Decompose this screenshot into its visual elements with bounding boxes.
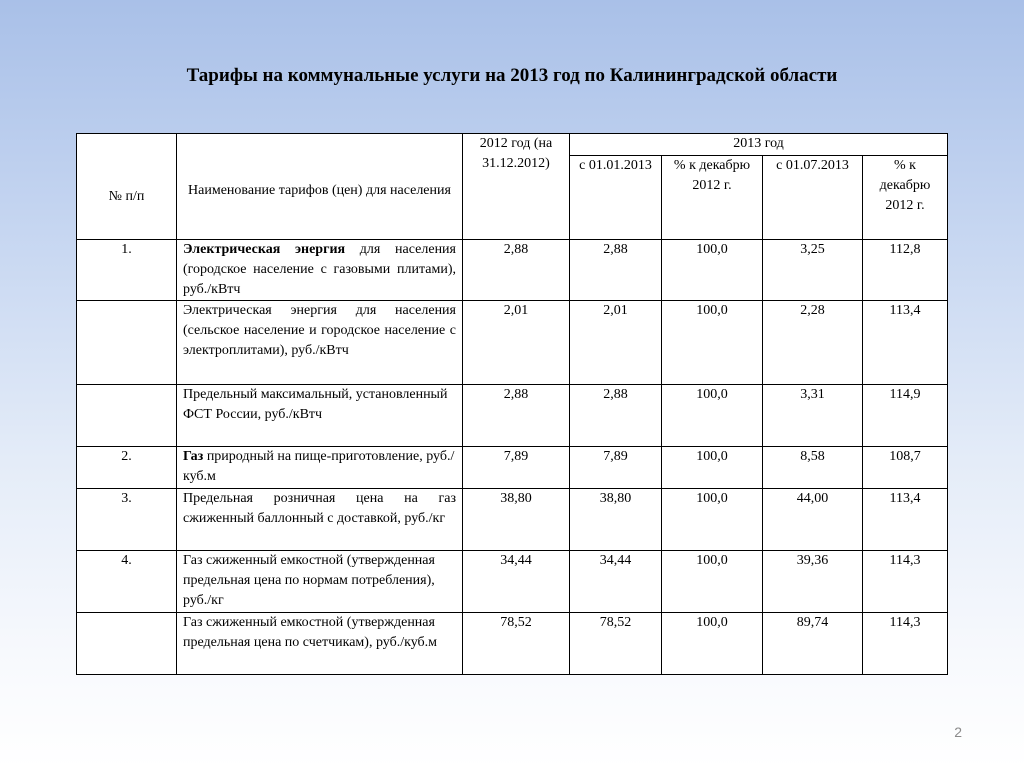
row-2012: 78,52 <box>463 613 570 675</box>
row-name-rest: Газ сжиженный емкостной (утвержденная предельная цена по нормам потребления), руб./кг <box>183 553 435 608</box>
row-num <box>77 613 177 675</box>
row-jan: 34,44 <box>570 551 662 613</box>
row-pct2: 114,3 <box>863 551 948 613</box>
row-jan: 2,88 <box>570 240 662 301</box>
row-jan: 2,88 <box>570 385 662 447</box>
row-pct1: 100,0 <box>662 385 763 447</box>
row-name <box>177 301 463 385</box>
row-pct1: 100,0 <box>662 447 763 489</box>
row-num: 2. <box>77 447 177 489</box>
table-row <box>77 613 948 675</box>
row-2012: 7,89 <box>463 447 570 489</box>
row-2012: 2,88 <box>463 385 570 447</box>
row-jan: 2,01 <box>570 301 662 385</box>
row-jul: 3,31 <box>763 385 863 447</box>
slide-title: Тарифы на коммунальные услуги на 2013 год по Калининградской области <box>186 65 838 86</box>
row-pct2: 108,7 <box>863 447 948 489</box>
header-num: № п/п <box>77 134 177 240</box>
header-from-jan: с 01.01.2013 <box>570 156 662 240</box>
row-jul: 44,00 <box>763 489 863 551</box>
row-name <box>177 447 463 489</box>
row-num: 4. <box>77 551 177 613</box>
row-name-rest: для населения (городское население с газовыми плитами), руб./кВтч <box>183 242 456 297</box>
row-name <box>177 613 463 675</box>
row-jul: 39,36 <box>763 551 863 613</box>
row-pct2: 114,9 <box>863 385 948 447</box>
row-pct1: 100,0 <box>662 613 763 675</box>
row-name-rest: Предельная розничная цена на газ сжиженный баллонный с доставкой, руб./кг <box>183 491 456 526</box>
row-name <box>177 489 463 551</box>
table-row <box>77 489 948 551</box>
table-row <box>77 551 948 613</box>
row-name <box>177 551 463 613</box>
row-2012: 2,01 <box>463 301 570 385</box>
row-2012: 34,44 <box>463 551 570 613</box>
row-pct1: 100,0 <box>662 551 763 613</box>
row-pct2: 112,8 <box>863 240 948 301</box>
row-jul: 8,58 <box>763 447 863 489</box>
row-jan: 78,52 <box>570 613 662 675</box>
row-jan: 7,89 <box>570 447 662 489</box>
row-pct2: 113,4 <box>863 489 948 551</box>
table-row <box>77 301 948 385</box>
row-pct1: 100,0 <box>662 301 763 385</box>
row-2012: 38,80 <box>463 489 570 551</box>
row-num: 3. <box>77 489 177 551</box>
row-num <box>77 385 177 447</box>
page-number: 2 <box>954 724 962 740</box>
row-name <box>177 240 463 301</box>
row-name-bold: Газ <box>183 449 204 464</box>
row-name-rest: Газ сжиженный емкостной (утвержденная предельная цена по счетчикам), руб./куб.м <box>183 615 437 650</box>
row-pct1: 100,0 <box>662 240 763 301</box>
row-pct2: 113,4 <box>863 301 948 385</box>
row-jul: 3,25 <box>763 240 863 301</box>
row-pct2: 114,3 <box>863 613 948 675</box>
row-name-bold: Электрическая энергия <box>183 242 346 257</box>
header-pct-dec-1: % к декабрю 2012 г. <box>662 156 763 240</box>
row-pct1: 100,0 <box>662 489 763 551</box>
row-name-rest: природный на пище-приготовление, руб./куб.м <box>183 449 455 484</box>
row-jul: 2,28 <box>763 301 863 385</box>
header-name: Наименование тарифов (цен) для населения <box>177 134 463 240</box>
row-num: 1. <box>77 240 177 301</box>
tariffs-table <box>76 133 948 675</box>
row-jan: 38,80 <box>570 489 662 551</box>
header-2013-group: 2013 год <box>570 134 948 156</box>
table-row <box>77 385 948 447</box>
header-pct-dec-2: % к декабрю 2012 г. <box>863 156 948 240</box>
header-from-jul: с 01.07.2013 <box>763 156 863 240</box>
row-2012: 2,88 <box>463 240 570 301</box>
row-name <box>177 385 463 447</box>
table-row <box>77 447 948 489</box>
row-name-rest: Электрическая энергия для населения (сельское население и городское население с электроплитами), руб./кВтч <box>183 303 456 358</box>
row-num <box>77 301 177 385</box>
row-jul: 89,74 <box>763 613 863 675</box>
header-2012: 2012 год (на 31.12.2012) <box>463 134 570 240</box>
row-name-rest: Предельный максимальный, установленный ФСТ России, руб./кВтч <box>183 387 448 422</box>
table-row <box>77 240 948 301</box>
